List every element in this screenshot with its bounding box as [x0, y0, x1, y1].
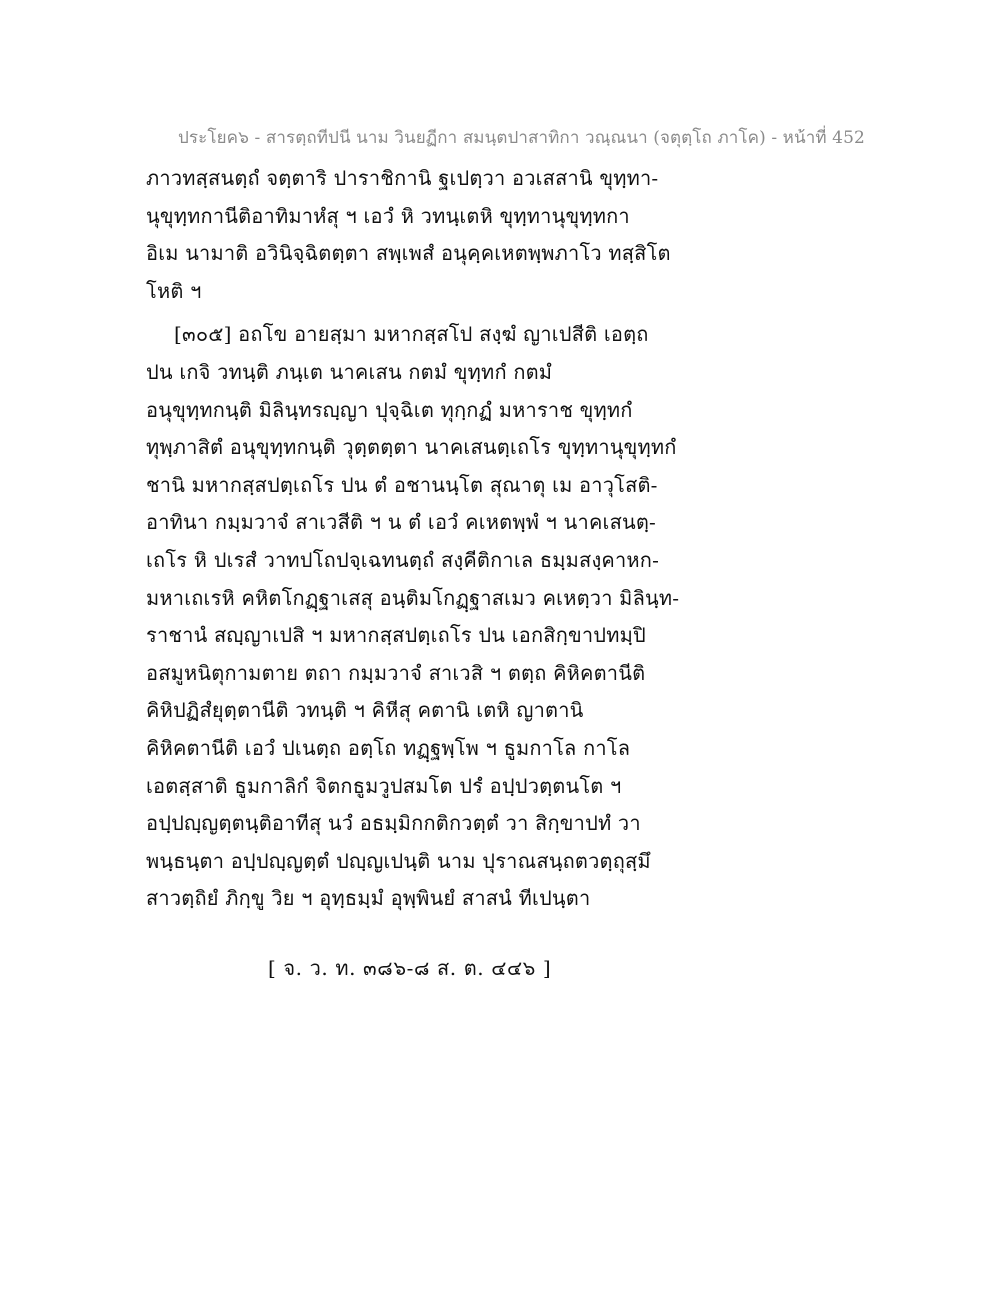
- page-header-running-title: ประโยค๖ - สารตฺถทีปนี นาม วินยฏีกา สมนฺตปาสาทิกา วณฺณนา (จตุตฺโถ ภาโค) - หน้าที่ 452: [178, 128, 865, 148]
- text-line: คิหิคตานีติ เอวํ ปเนตฺถ อตฺโถ ทฏฺฐพฺโพ ฯ ธูมกาโล กาโล: [146, 735, 631, 760]
- text-line: โหติ ฯ: [146, 278, 202, 303]
- text-line: อนุขุทฺทกนฺติ มิลินฺทรญฺญา ปุจฺฉิเต ทุกฺกฏํ มหาราช ขุทฺทกํ: [146, 397, 633, 422]
- text-line: อปฺปญฺญตฺตนฺติอาทีสุ นวํ อธมฺมิกกติกวตฺตํ วา สิกฺขาปทํ วา: [146, 811, 641, 836]
- text-line: เอตสฺสาติ ธูมกาลิกํ จิตกธูมวูปสมโต ปรํ อปฺปวตฺตนโต ฯ: [146, 773, 622, 798]
- text-line: อิเม นามาติ อวินิจฺฉิตตฺตา สพฺเพสํ อนุคฺคเหตพฺพภาโว ทสฺสิโต: [146, 241, 671, 266]
- text-line: คิหิปฏิสํยุตฺตานีติ วทนฺติ ฯ คิหีสุ คตานิ เตหิ ญาตานิ: [146, 698, 584, 723]
- text-line: พนฺธนฺตา อปฺปญฺญตฺตํ ปญฺญเปนฺติ นาม ปุราณสนฺถตวตฺถุสฺมึ: [146, 848, 651, 873]
- text-line: อาทินา กมฺมวาจํ สาเวสีติ ฯ น ตํ เอวํ คเหตพฺพํ ฯ นาคเสนตฺ-: [146, 510, 656, 535]
- text-line: ทุพฺภาสิตํ อนุขุทฺทกนฺติ วุตฺตตฺตา นาคเสนตฺเถโร ขุทฺทานุขุทฺทกํ: [146, 435, 677, 460]
- text-line: อสมูหนิตุกามตาย ตถา กมฺมวาจํ สาเวสิ ฯ ตตฺถ คิหิคตานีติ: [146, 660, 646, 685]
- text-line: ปน เกจิ วทนฺติ ภนฺเต นาคเสน กตมํ ขุทฺทกํ กตมํ: [146, 359, 553, 384]
- body-text: [146, 160, 686, 918]
- text-line-first-indented: [๓๐๕] อถโข อายสฺมา มหากสฺสโป สงฺฆํ ญาเปสีติ เอตฺถ: [174, 322, 649, 347]
- text-line: มหาเถเรหิ คหิตโกฏฺฐาเสสุ อนฺติมโกฏฺฐาสเมว คเหตฺวา มิลินฺท-: [146, 585, 680, 610]
- paragraph-2: [146, 316, 686, 918]
- source-reference: [ จ. ว. ท. ๓๘๖-๘ ส. ต. ๔๔๖ ]: [268, 956, 552, 980]
- text-line: นุขุทฺทกานีติอาทิมาหํสุ ฯ เอวํ หิ วทนฺเตหิ ขุทฺทานุขุทฺทกา: [146, 203, 630, 228]
- paragraph-1: [146, 160, 686, 310]
- text-line: ชานิ มหากสฺสปตฺเถโร ปน ตํ อชานนฺโต สุณาตุ เม อาวุโสติ-: [146, 472, 658, 497]
- text-line: เถโร หิ ปเรสํ วาทปโถปจฺเฉทนตฺถํ สงฺคีติกาเล ธมฺมสงฺคาหก-: [146, 547, 660, 572]
- text-line: ราชานํ สญฺญาเปสิ ฯ มหากสฺสปตฺเถโร ปน เอกสิกฺขาปทมฺปิ: [146, 623, 646, 648]
- text-line: ภาวทสฺสนตฺถํ จตฺตาริ ปาราชิกานิ ฐเปตฺวา อวเสสานิ ขุทฺทา-: [146, 166, 659, 190]
- text-line: สาวตฺถิยํ ภิกฺขู วิย ฯ อุทฺธมฺมํ อุพฺพินยํ สาสนํ ทีเปนฺตา: [146, 886, 591, 911]
